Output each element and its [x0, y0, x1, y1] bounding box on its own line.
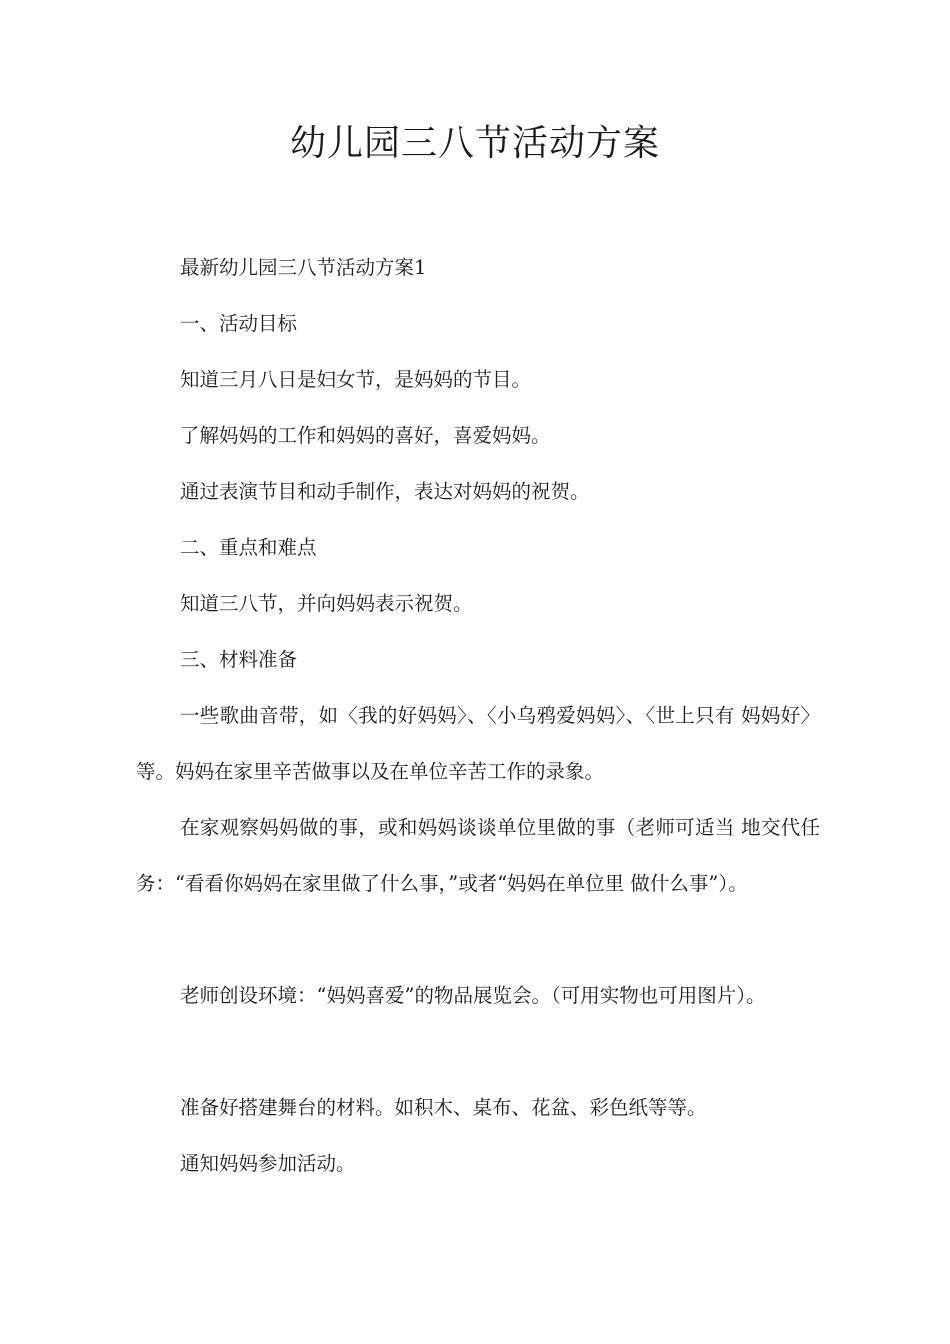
material-item-exhibition: 老师创设环境：“妈妈喜爱”的物品展览会。（可用实物也可用图片）。: [180, 984, 766, 1007]
section-heading-key-points: 二、重点和难点: [180, 536, 317, 559]
material-item-songs: 一些歌曲音带，如〈我的好妈妈〉、〈小乌鸦爱妈妈〉、〈世上只有 妈妈好〉等。妈妈在家里辛苦做事以及在单位辛苦工作的录象。: [136, 704, 820, 783]
goal-item-1: 知道三月八日是妇女节，是妈妈的节目。: [180, 368, 532, 391]
goal-item-2: 了解妈妈的工作和妈妈的喜好，喜爱妈妈。: [180, 424, 551, 447]
plan-heading: 最新幼儿园三八节活动方案1: [180, 256, 427, 279]
goal-item-3: 通过表演节目和动手制作，表达对妈妈的祝贺。: [180, 480, 590, 503]
material-item-notify: 通知妈妈参加活动。: [180, 1152, 356, 1175]
material-item-stage: 准备好搭建舞台的材料。如积木、桌布、花盆、彩色纸等等。: [180, 1096, 707, 1119]
document-title: 幼儿园三八节活动方案: [289, 123, 660, 164]
material-item-observation: 在家观察妈妈做的事，或和妈妈谈谈单位里做的事（老师可适当 地交代任务：“看看你妈妈在家里做了什么事，”或者“妈妈在单位里 做什么事”）。: [136, 816, 820, 895]
section-heading-goals: 一、活动目标: [180, 312, 298, 335]
section-heading-materials: 三、材料准备: [180, 648, 298, 671]
key-point-item: 知道三八节，并向妈妈表示祝贺。: [180, 592, 473, 615]
